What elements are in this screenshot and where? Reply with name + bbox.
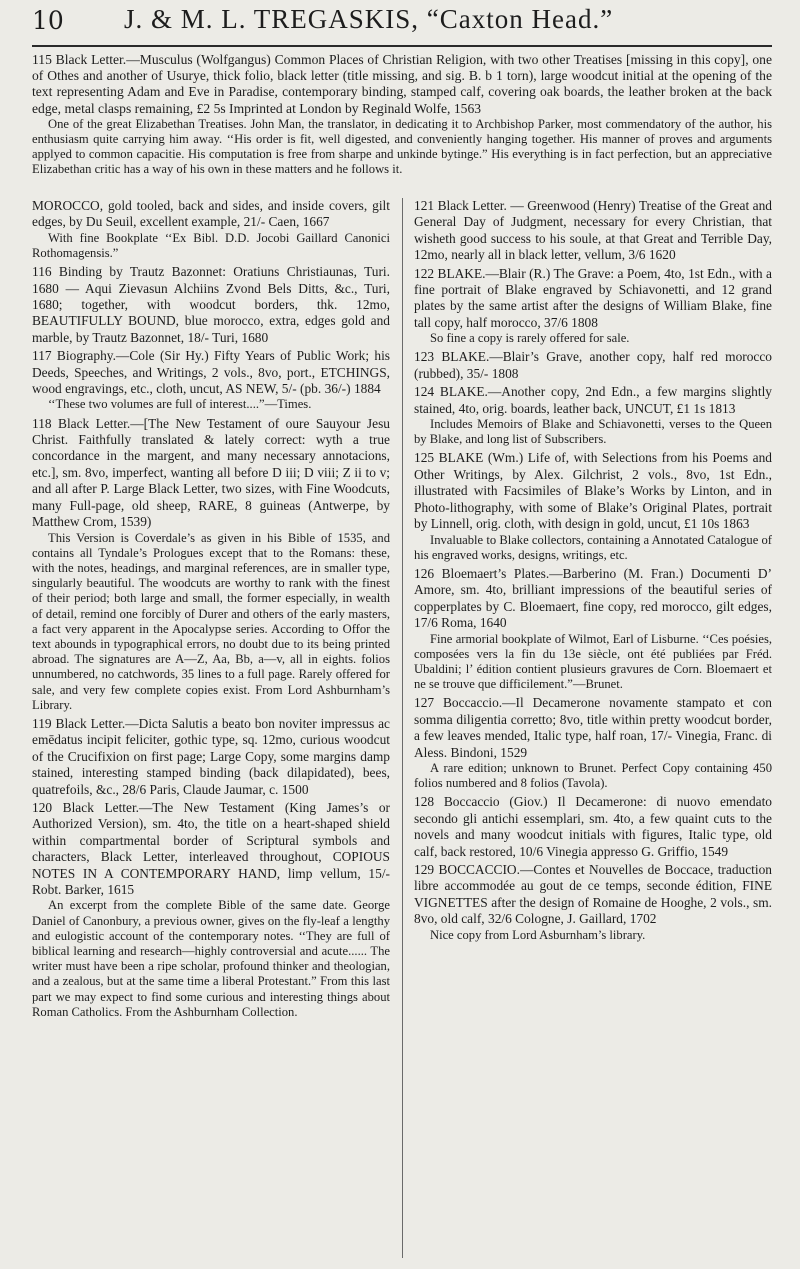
lot-122: [414, 266, 772, 347]
right-column: [414, 198, 772, 1258]
entry-text: 125 BLAKE (Wm.) Life of, with Selections from his Poems and Other Writings, by Alex. Gilchrist, 2 vols., 8vo, 1st Edn., illustrated with Facsimiles of Blake’s Works by Linton, and in Photo-lithography, with some of Blake’s Original Plates, portrait by Linnell, orig. cloth, with design in gold, uncut, £1 10s 1863: [414, 450, 772, 532]
entry-text: 121 Black Letter. — Greenwood (Henry) Treatise of the Great and General Day of Judgment, necessary for every Christian, that wisheth good success to his soule, at that Great and Terrible Day, 12mo, nearly all in black letter, vellum, 3/6 1620: [414, 198, 772, 263]
page-header: [32, 4, 772, 44]
entry-text: 126 Bloemaert’s Plates.—Barberino (M. Fran.) Documenti D’ Amore, sm. 4to, brilliant impressions of the beautiful series of copperplates by C. Bloemaert, fine copy, red morocco, gilt edges, 17/6 Roma, 1640: [414, 565, 772, 631]
header-rule: [32, 45, 772, 47]
entry-text: 123 BLAKE.—Blair’s Grave, another copy, half red morocco (rubbed), 35/- 1808: [414, 349, 772, 381]
lot-126: [414, 566, 772, 692]
lot-127: [414, 695, 772, 791]
lot-121: [414, 198, 772, 264]
entry-text: 128 Boccaccio (Giov.) Il Decamerone: di nuovo emendato secondo gli antichi essemplari, sm. 4to, a few quaint cuts to the novels and many woodcut initials with figures, Italic type, old calf, back restored, 10/6 Vinegia appresso G. Griffio, 1549: [414, 794, 772, 859]
entry-text: 129 BOCCACCIO.—Contes et Nouvelles de Boccace, traduction libre accommodée au gout de ce temps, seconde édition, FINE VIGNETTES after the design of Romaine de Hooghe, 2 vols., sm. 8vo, old calf, 32/6 Cologne, J. Gaillard, 1702: [414, 862, 772, 927]
lot-128: [414, 794, 772, 860]
entry-text: 116 Binding by Trautz Bazonnet: Oratiuns Christiaunas, Turi. 1680 — Aqui Zievasun Alchiins Zvond Bels Ditts, &c., Turi, 1680; together, with woodcut borders, thk. 12mo, BEAUTIFULLY BOUND, blue morocco, extra, edges gold and marble, by Trautz Bazonnet, 18/- Turi, 1680: [32, 264, 390, 345]
entry-text: MOROCCO, gold tooled, back and sides, and inside covers, gilt edges, by Du Seuil, excellent example, 21/- Caen, 1667: [32, 198, 390, 230]
entry-text: 118 Black Letter.—[The New Testament of oure Sauyour Jesu Christ. Faithfully translated & lately correct: wyth a true concordance in the margent, and many necessary annotacions, etc.], sm. 8vo, imperfect, wanting all before D iii; D viii; Z ii to v; and all after P. Large Black Letter, two sizes, with Fine Woodcuts, many Full-page, old sheep, RARE, 8 guineas (Antwerpe, by Matthew Crom, 1539): [32, 415, 390, 530]
lot-115-note: One of the great Elizabethan Treatises. John Man, the translator, in dedicating it to Archbishop Parker, most commendatory of the author, his enthusiasm quite carrying him away. ‘‘His order is fit, well digested, and conveniently hanging together. His manner of proves and arguments applyed to common capacitie. His computation is free from sharpe and unkinde bytinge.” His everything is in fact perfection, but an appreciative Elizabethan critic has a way of his own in these matters and he follows it.: [32, 116, 772, 177]
lot-125: [414, 450, 772, 562]
lot-117: [32, 348, 390, 412]
entry-note: So fine a copy is rarely offered for sale.: [430, 331, 630, 346]
entry-morocco: [32, 198, 390, 261]
entry-note: Nice copy from Lord Asburnham’s library.: [430, 927, 646, 942]
entry-note: A rare edition; unknown to Brunet. Perfect Copy containing 450 folios numbered and 8 folios (Tavola).: [414, 760, 772, 791]
entry-text: 127 Boccaccio.—Il Decamerone novamente stampato et con somma diligentia corretto; 8vo, title within pretty woodcut border, a few leaves mended, Italic type, half roan, 17/- Vinegia, Franc. di Aless. Bindoni, 1529: [414, 695, 772, 760]
entry-note: This Version is Coverdale’s as given in his Bible of 1535, and contains all Tyndale’s Prologues except that to the Romans: these, with the notes, headings, and marginal references, are in smaller type, singularly beautiful. The woodcuts are worthy to rank with the finest of their period; both large and small, the former especially, in wealth of detail, remind one forcibly of Durer and others of the early masters, a fact very apparent in the Apocalypse series. According to Offor the text abounds in typographical errors, no doubt due to its being printed abroad. The signatures are A—Z, Aa, Bb, a—v, all in eights. folios unnumbered, no catchwords, 35 lines to a full page. Rarely offered for sale, and very few complete copies exist. From Lord Ashburnham’s Library.: [32, 530, 390, 712]
entry-note: Includes Memoirs of Blake and Schiavonetti, verses to the Queen by Blake, and long list of Subscribers.: [414, 417, 772, 447]
lot-118: [32, 416, 390, 713]
lot-115-description: 115 Black Letter.—Musculus (Wolfgangus) Common Places of Christian Religion, with two other Treatises [missing in this copy], one of Othes and another of Usurye, thick folio, black letter (title missing, and sig. B. b 1 torn), large woodcut initial at the opening of the text representing Adam and Eve in Paradise, contemporary binding, stamped calf, covering oak boards, the leather broken at the back edge, metal clasps remaining, £2 5s Imprinted at London by Reginald Wolfe, 1563: [32, 52, 772, 116]
lot-115: [32, 52, 772, 178]
entry-text: 122 BLAKE.—Blair (R.) The Grave: a Poem, 4to, 1st Edn., with a fine portrait of Blake engraved by Schiavonetti, and 12 grand plates by the same artist after the designs of William Blake, fine tall copy, half morocco, 37/6 1808: [414, 265, 772, 330]
left-column: [32, 198, 390, 1258]
entry-text: 124 BLAKE.—Another copy, 2nd Edn., a few margins slightly stained, 4to, orig. boards, leather back, UNCUT, £1 1s 1813: [414, 384, 772, 416]
page-number: 10: [32, 6, 64, 35]
entry-text: 117 Biography.—Cole (Sir Hy.) Fifty Years of Public Work; his Deeds, Speeches, and Writings, 2 vols., 8vo, port., ETCHINGS, wood engravings, etc., cloth, uncut, AS NEW, 5/- (pb. 36/-) 1884: [32, 348, 390, 397]
entry-note: With fine Bookplate ‘‘Ex Bibl. D.D. Jocobi Gaillard Canonici Rothomagensis.”: [32, 230, 390, 261]
entry-note: An excerpt from the complete Bible of the same date. George Daniel of Canonbury, a previous owner, gives on the fly-leaf a lengthy and eulogistic account of the contemporary notes. ‘‘They are full of biblical learning and research—highly controversial and acute...... The writer must have been a ripe scholar, profound thinker and theologian, and a zealous, but at the same time a liberal Protestant.” From this last part we may expect to find some curious and interesting things about Roman Catholics. From the Ashburnham Collection.: [32, 898, 390, 1019]
entry-note: Fine armorial bookplate of Wilmot, Earl of Lisburne. ‘‘Ces poésies, composées vers la fin du 13e siècle, ont été publiées par Fréd. Ubaldini; l’ édition contient plusieurs gravures de Corn. Bloemaert et ne se trouve que difficilement.”—Brunet.: [414, 631, 772, 692]
lot-116: [32, 264, 390, 346]
two-column-body: [32, 198, 772, 1258]
entry-text: 119 Black Letter.—Dicta Salutis a beato bon noviter impressus ac emēdatus incipit feliciter, gothic type, sq. 12mo, curious woodcut of the Crucifixion on first page; Large Copy, some margins damp stained, interesting stamped binding (back dilapidated), bees, quatrefoils, &c., 28/6 Paris, Claude Jaumar, c. 1500: [32, 715, 390, 797]
lot-120: [32, 800, 390, 1020]
column-divider: [402, 198, 403, 1258]
lot-123: [414, 349, 772, 382]
lot-124: [414, 384, 772, 447]
entry-text: 120 Black Letter.—The New Testament (King James’s or Authorized Version), sm. 4to, the title on a heart-shaped shield within compartmental border of Scriptural symbols and characters, Black Letter, interleaved throughout, COPIOUS NOTES IN A CONTEMPORARY HAND, limp vellum, 15/- Robt. Barker, 1615: [32, 799, 390, 898]
entry-note: Invaluable to Blake collectors, containing a Annotated Catalogue of his engraved works, designs, writings, etc.: [414, 532, 772, 562]
lot-129: [414, 862, 772, 943]
entry-note: ‘‘These two volumes are full of interest....”—Times.: [48, 397, 312, 412]
running-title: J. & M. L. TREGASKIS, “Caxton Head.”: [124, 4, 614, 34]
lot-119: [32, 716, 390, 798]
